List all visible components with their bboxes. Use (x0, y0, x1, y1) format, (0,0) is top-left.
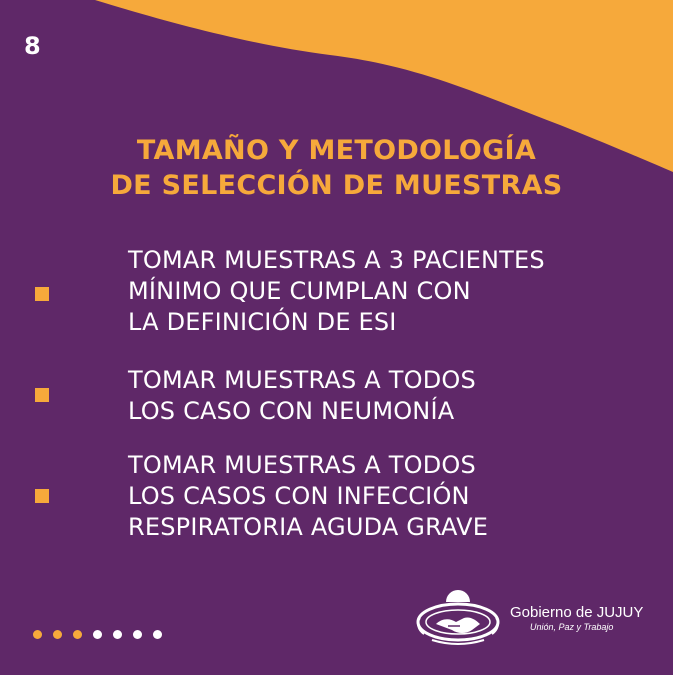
pagination-dot[interactable] (33, 630, 42, 639)
bullet-line: TOMAR MUESTRAS A 3 PACIENTES (128, 246, 545, 274)
logo-subtitle: Unión, Paz y Trabajo (530, 622, 614, 632)
pagination-dot[interactable] (73, 630, 82, 639)
pagination-dot[interactable] (153, 630, 162, 639)
pagination-dot[interactable] (133, 630, 142, 639)
bullet-item-3 (128, 450, 488, 543)
pagination-dot[interactable] (93, 630, 102, 639)
pagination-dot[interactable] (53, 630, 62, 639)
bullet-item-2 (128, 365, 476, 427)
title-line-2: DE SELECCIÓN DE MUESTRAS (110, 170, 563, 201)
title-line-1: TAMAÑO Y METODOLOGÍA (136, 135, 537, 166)
bullet-line: TOMAR MUESTRAS A TODOS (128, 366, 476, 394)
bullet-line: LA DEFINICIÓN DE ESI (128, 308, 397, 336)
gobierno-jujuy-logo (412, 588, 652, 652)
page-number: 8 (24, 32, 41, 60)
bullet-line: LOS CASO CON NEUMONÍA (128, 397, 455, 425)
bullet-item-1 (128, 245, 545, 338)
bullet-line: LOS CASOS CON INFECCIÓN (128, 482, 470, 510)
bullet-square-icon (35, 287, 49, 301)
pagination-dot[interactable] (113, 630, 122, 639)
bullet-square-icon (35, 489, 49, 503)
logo-title: Gobierno de JUJUY (510, 604, 644, 621)
bullet-line: MÍNIMO QUE CUMPLAN CON (128, 277, 471, 305)
bullet-line: TOMAR MUESTRAS A TODOS (128, 451, 476, 479)
bullet-square-icon (35, 388, 49, 402)
handshake-emblem-icon (412, 588, 504, 650)
page-title (0, 133, 673, 203)
bullet-line: RESPIRATORIA AGUDA GRAVE (128, 513, 489, 541)
